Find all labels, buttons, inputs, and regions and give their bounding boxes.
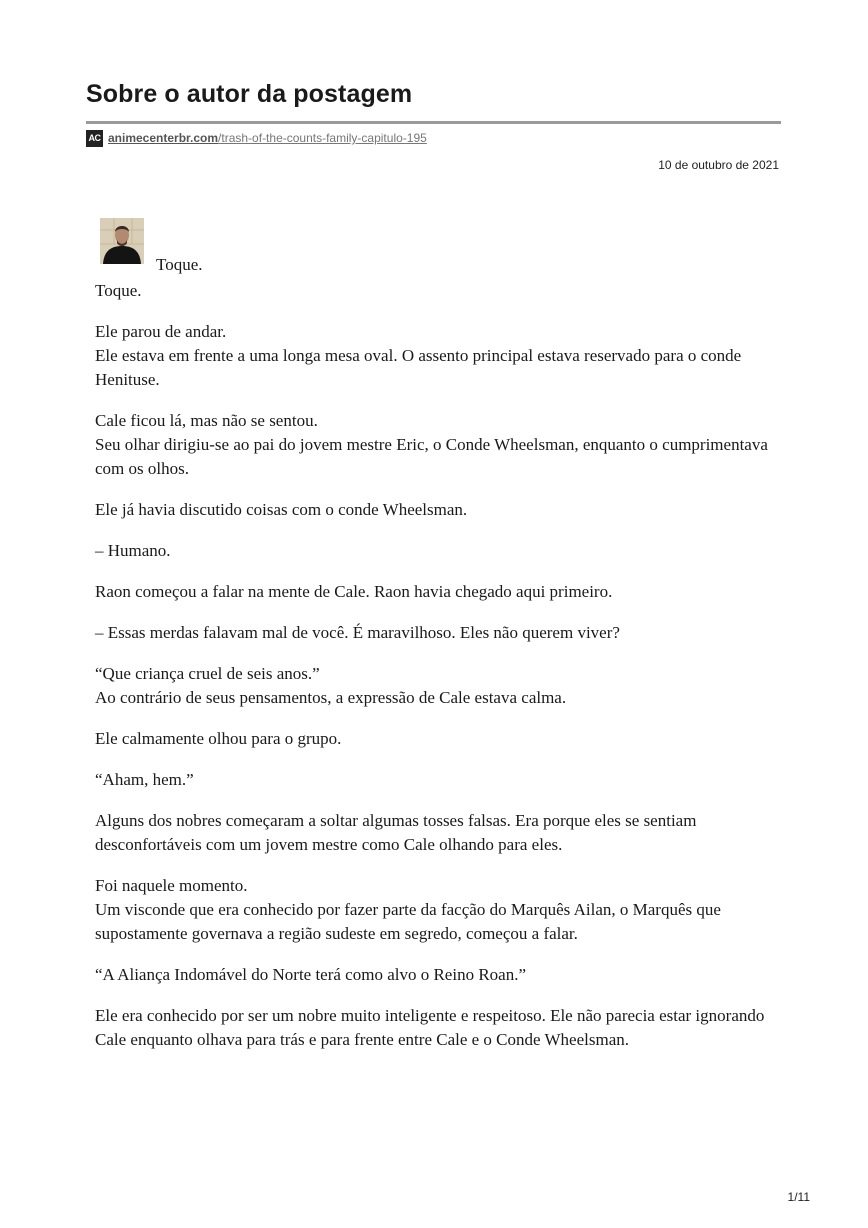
paragraph-line: Cale ficou lá, mas não se sentou. [95,411,318,430]
paragraph-1 [95,279,785,303]
paragraph-line: “A Aliança Indomável do Norte terá como alvo o Reino Roan.” [95,965,527,984]
paragraph-line: Ele estava em frente a uma longa mesa oval. O assento principal estava reservado para o conde Henituse. [95,346,742,389]
paragraph-11 [95,809,785,857]
paragraph-12 [95,874,785,946]
source-line [86,129,427,147]
author-line [95,217,785,277]
paragraph-13 [95,963,785,987]
page-title: Sobre o autor da postagem [86,80,413,108]
paragraph-line: Um visconde que era conhecido por fazer parte da facção do Marquês Ailan, o Marquês que supostamente governava a região sudeste em segredo, começou a falar. [95,900,721,943]
author-avatar-icon [100,218,144,264]
author-first-line: Toque. [156,255,203,274]
paragraph-line: Ele era conhecido por ser um nobre muito inteligente e respeitoso. Ele não parecia estar ignorando Cale enquanto olhava para trás e para frente entre Cale e o Conde Wheelsman. [95,1006,765,1049]
paragraph-line: Toque. [95,281,142,300]
paragraph-10 [95,768,785,792]
paragraph-line: “Que criança cruel de seis anos.” [95,664,320,683]
paragraph-line: Alguns dos nobres começaram a soltar algumas tosses falsas. Era porque eles se sentiam desconfortáveis com um jovem mestre como Cale olhando para eles. [95,811,697,854]
paragraph-line: Ele já havia discutido coisas com o conde Wheelsman. [95,500,468,519]
paragraph-line: Raon começou a falar na mente de Cale. Raon havia chegado aqui primeiro. [95,582,613,601]
paragraph-line: – Humano. [95,541,171,560]
paragraph-14 [95,1004,785,1052]
paragraph-7 [95,621,785,645]
source-path: /trash-of-the-counts-family-capitulo-195 [218,131,427,145]
paragraph-6 [95,580,785,604]
post-date: 10 de outubro de 2021 [658,158,779,172]
title-divider [86,121,781,124]
paragraph-line: – Essas merdas falavam mal de você. É maravilhoso. Eles não querem viver? [95,623,620,642]
paragraph-line: Ao contrário de seus pensamentos, a expressão de Cale estava calma. [95,688,567,707]
paragraph-line: Ele calmamente olhou para o grupo. [95,729,342,748]
paragraph-8 [95,662,785,710]
paragraph-9 [95,727,785,751]
source-link[interactable] [108,131,427,145]
paragraph-line: “Aham, hem.” [95,770,194,789]
source-domain: animecenterbr.com [108,131,219,145]
site-favicon-icon: AC [86,130,103,147]
article-body [95,217,785,1069]
paragraph-line: Foi naquele momento. [95,876,248,895]
paragraph-line: Seu olhar dirigiu-se ao pai do jovem mestre Eric, o Conde Wheelsman, enquanto o cumprimentava com os olhos. [95,435,768,478]
paragraph-3 [95,409,785,481]
paragraph-2 [95,320,785,392]
page-number: 1/11 [787,1190,810,1204]
paragraph-5 [95,539,785,563]
paragraph-4 [95,498,785,522]
paragraph-line: Ele parou de andar. [95,322,227,341]
